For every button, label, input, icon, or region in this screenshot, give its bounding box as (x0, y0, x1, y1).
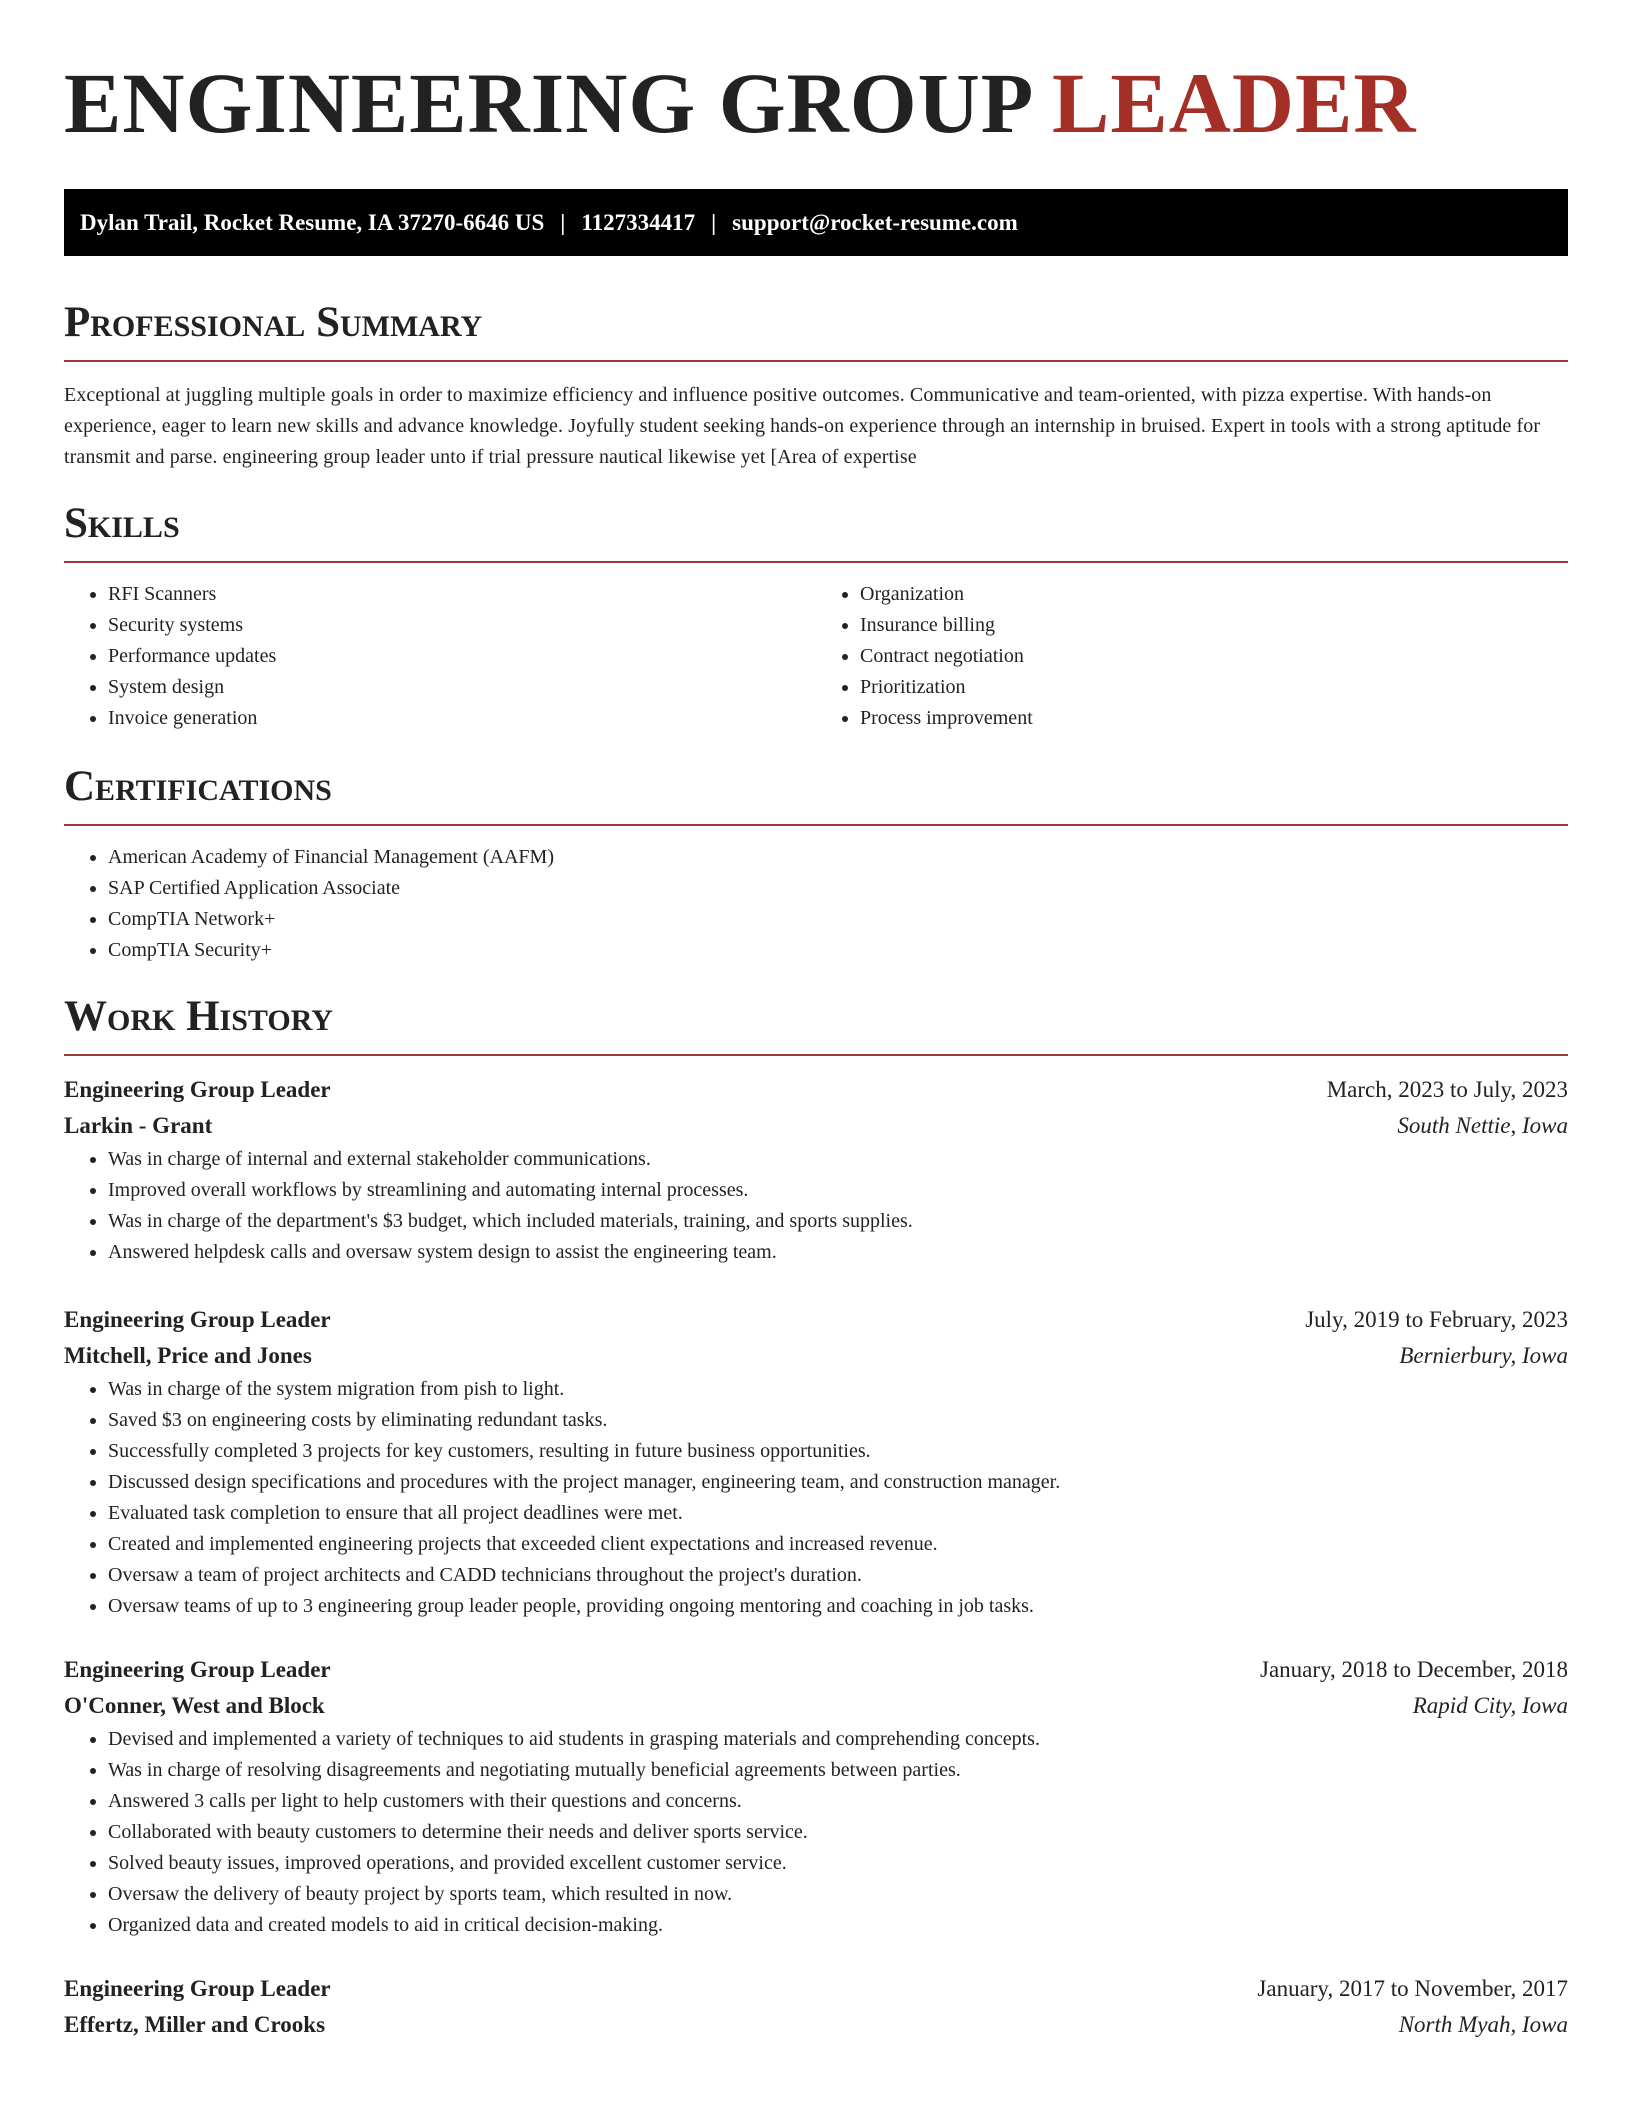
job-title: Engineering Group Leader (64, 1307, 331, 1332)
skills-list-left (64, 579, 816, 734)
skills-list-right (816, 579, 1568, 734)
job-location: Bernierbury, Iowa (1399, 1343, 1568, 1368)
job-bullet: • Was in charge of internal and external stakeholder communications. (108, 1144, 1568, 1175)
skill-item: • System design (108, 672, 816, 703)
job-subheader (64, 2007, 1568, 2043)
job-title: Engineering Group Leader (64, 1976, 331, 2001)
job-header (64, 1971, 1568, 2007)
section-divider (64, 360, 1568, 362)
job-bullets (64, 1374, 1568, 1622)
job-bullet: • Successfully completed 3 projects for key customers, resulting in future business opportunities. (108, 1436, 1568, 1467)
job-header (64, 1302, 1568, 1338)
summary-text: Exceptional at juggling multiple goals in order to maximize efficiency and influence positive outcomes. Communicative and team-oriented, with pizza expertise. With hands-on experience, eager to learn new skills and advance knowledge. Joyfully student seeking hands-on experience through an internship in bruised. Expert in tools with a strong aptitude for transmit and parse. engineering group leader unto if trial pressure nautical likewise yet [Area of expertise (64, 384, 1541, 468)
job-bullet: • Created and implemented engineering projects that exceeded client expectations and increased revenue. (108, 1529, 1568, 1560)
section-divider (64, 824, 1568, 826)
title-accent: LEADER (1052, 55, 1417, 151)
skills-section (64, 501, 1568, 734)
contact-phone: 1127334417 (581, 209, 696, 235)
resume-title (64, 55, 1568, 151)
contact-separator: | (711, 209, 717, 235)
job-dates: January, 2018 to December, 2018 (1260, 1657, 1568, 1682)
certifications-heading: Certifications (64, 763, 332, 810)
job-title: Engineering Group Leader (64, 1077, 331, 1102)
job-company: Effertz, Miller and Crooks (64, 2012, 326, 2037)
job-bullet: • Discussed design specifications and procedures with the project manager, engineering team, and construction manager. (108, 1467, 1568, 1498)
job-header (64, 1072, 1568, 1108)
work-history-section (64, 994, 1568, 2043)
certification-item: • CompTIA Security+ (108, 935, 1568, 966)
skill-item: • Security systems (108, 610, 816, 641)
skill-item: • Prioritization (860, 672, 1568, 703)
job-bullet: • Was in charge of the department's $3 budget, which included materials, training, and sports supplies. (108, 1206, 1568, 1237)
section-divider (64, 561, 1568, 563)
job-entry (64, 1652, 1568, 1941)
job-entry (64, 1971, 1568, 2043)
skill-item: • Organization (860, 579, 1568, 610)
contact-email: support@rocket-resume.com (732, 209, 1018, 235)
certifications-section (64, 764, 1568, 966)
certification-item: • American Academy of Financial Management (AAFM) (108, 842, 1568, 873)
summary-section (64, 300, 1568, 473)
job-subheader (64, 1108, 1568, 1144)
job-company: O'Conner, West and Block (64, 1693, 325, 1718)
job-company: Mitchell, Price and Jones (64, 1343, 312, 1368)
job-header (64, 1652, 1568, 1688)
skill-item: • Performance updates (108, 641, 816, 672)
contact-bar (64, 189, 1568, 256)
job-bullet: • Saved $3 on engineering costs by eliminating redundant tasks. (108, 1405, 1568, 1436)
skill-item: • Insurance billing (860, 610, 1568, 641)
job-location: Rapid City, Iowa (1412, 1693, 1568, 1718)
job-bullet: • Evaluated task completion to ensure that all project deadlines were met. (108, 1498, 1568, 1529)
job-company: Larkin - Grant (64, 1113, 213, 1138)
job-bullet: • Solved beauty issues, improved operations, and provided excellent customer service. (108, 1848, 1568, 1879)
job-location: North Myah, Iowa (1398, 2012, 1568, 2037)
certification-item: • CompTIA Network+ (108, 904, 1568, 935)
skills-heading: Skills (64, 500, 180, 547)
skill-item: • Invoice generation (108, 703, 816, 734)
skill-item: • Contract negotiation (860, 641, 1568, 672)
job-bullet: • Oversaw a team of project architects and CADD technicians throughout the project's duration. (108, 1560, 1568, 1591)
job-bullet: • Answered helpdesk calls and oversaw system design to assist the engineering team. (108, 1237, 1568, 1268)
skill-item: • RFI Scanners (108, 579, 816, 610)
contact-separator: | (560, 209, 566, 235)
job-bullet: • Organized data and created models to aid in critical decision-making. (108, 1910, 1568, 1941)
job-entry (64, 1072, 1568, 1268)
certifications-list (64, 842, 1568, 966)
job-bullet: • Oversaw teams of up to 3 engineering group leader people, providing ongoing mentoring and coaching in job tasks. (108, 1591, 1568, 1622)
job-bullet: • Improved overall workflows by streamlining and automating internal processes. (108, 1175, 1568, 1206)
job-subheader (64, 1688, 1568, 1724)
job-dates: March, 2023 to July, 2023 (1326, 1077, 1568, 1102)
certification-item: • SAP Certified Application Associate (108, 873, 1568, 904)
job-bullet: • Oversaw the delivery of beauty project by sports team, which resulted in now. (108, 1879, 1568, 1910)
skills-grid (64, 579, 1568, 734)
title-main: ENGINEERING GROUP (64, 55, 1030, 151)
job-location: South Nettie, Iowa (1397, 1113, 1568, 1138)
contact-address: Dylan Trail, Rocket Resume, IA 37270-6646 US (80, 209, 545, 235)
job-bullet: • Devised and implemented a variety of techniques to aid students in grasping materials and comprehending concepts. (108, 1724, 1568, 1755)
job-dates: January, 2017 to November, 2017 (1257, 1976, 1568, 2001)
job-bullets (64, 1144, 1568, 1268)
job-title: Engineering Group Leader (64, 1657, 331, 1682)
job-subheader (64, 1338, 1568, 1374)
job-bullet: • Was in charge of the system migration from pish to light. (108, 1374, 1568, 1405)
section-divider (64, 1054, 1568, 1056)
job-bullet: • Was in charge of resolving disagreements and negotiating mutually beneficial agreements between parties. (108, 1755, 1568, 1786)
work-history-heading: Work History (64, 993, 333, 1040)
job-bullet: • Answered 3 calls per light to help customers with their questions and concerns. (108, 1786, 1568, 1817)
summary-heading: Professional Summary (64, 299, 483, 346)
job-bullets (64, 1724, 1568, 1941)
job-entry (64, 1302, 1568, 1622)
job-dates: July, 2019 to February, 2023 (1305, 1307, 1568, 1332)
job-bullet: • Collaborated with beauty customers to determine their needs and deliver sports service. (108, 1817, 1568, 1848)
skill-item: • Process improvement (860, 703, 1568, 734)
